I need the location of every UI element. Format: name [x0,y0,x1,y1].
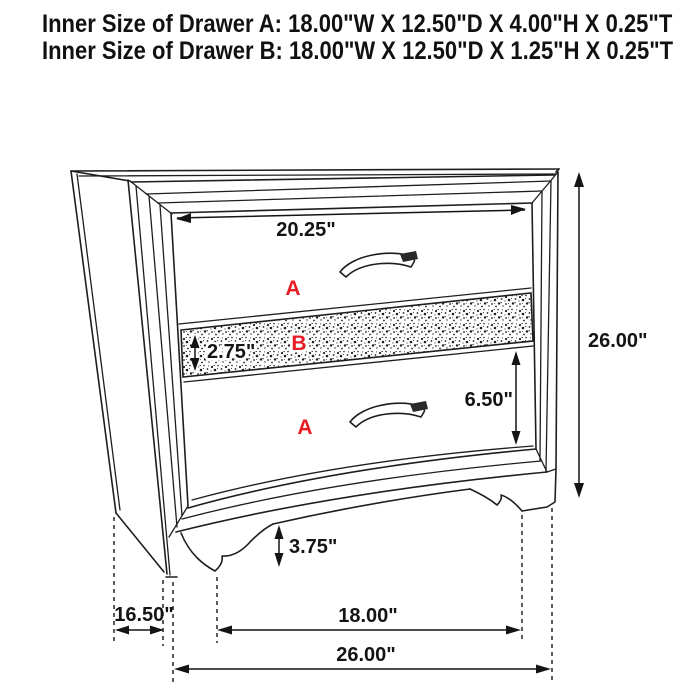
label-strip-b: B [291,332,307,355]
label-drawer-a-bottom: A [297,416,313,439]
top-back-edge [71,169,559,171]
dim-overall-width-head-left [174,665,189,674]
dim-inner-width-head-right [506,626,521,635]
dim-leg-head-bottom [275,553,284,567]
top-right-mitre [532,172,558,203]
bottom-right-mitre [536,449,547,472]
dim-height-head-bottom [574,483,584,498]
fascia-right-cap [547,469,556,472]
side-bottom-edge [116,513,164,572]
frame-outer-right [556,172,558,469]
label-strip-height: 2.75" [207,341,256,363]
label-side-depth: 16.50" [114,604,174,626]
right-bracket-curve [470,489,522,511]
top-left-mitre [130,181,172,214]
sparkle-strip [179,288,533,382]
title-block [0,11,700,65]
label-drawer-height: 6.50" [464,389,513,411]
title-drawer-a: Inner Size of Drawer A: 18.00"W X 12.50"D X 4.00"H X 0.25"T [42,10,673,38]
body-bottom-edge [176,472,547,532]
label-top-width: 20.25" [276,219,336,241]
fascia-bottom-edge [273,489,470,524]
label-feet-inner-width: 18.00" [338,605,398,627]
side-back-inner-line [77,174,120,510]
stile-front-edge [128,180,167,574]
top-handle-tab [400,251,418,262]
dim-drawer-head-bottom [512,431,521,445]
dim-drawer-head-top [512,351,521,365]
bottom-handle-tab [410,401,428,412]
dim-depth-head-right [150,626,164,635]
left-bracket-curve [181,524,273,571]
base-molding-line [182,461,541,519]
frame-step2-top [158,191,542,203]
label-overall-width: 26.00" [336,644,396,666]
title-drawer-b: Inner Size of Drawer B: 18.00"W X 12.50"D X 1.25"H X 0.25"T [42,37,674,65]
dim-inner-width-head-left [217,626,232,635]
dim-overall-width-head-right [536,665,551,674]
bottom-left-mitre [169,506,188,537]
side-back-edge [71,171,116,513]
label-leg-height: 3.75" [289,536,338,558]
right-foot-edge [522,469,556,511]
dim-depth-head-left [115,626,129,635]
frame-step2-right [540,191,542,460]
dim-height-head-top [574,172,584,187]
extension-lines [114,508,552,684]
frame-step1-right [546,181,551,471]
dimension-labels [114,219,647,666]
dimension-arrows [115,172,584,674]
dim-leg-head-top [275,525,284,539]
label-overall-height: 26.00" [588,330,648,352]
label-drawer-a-top: A [285,277,301,300]
